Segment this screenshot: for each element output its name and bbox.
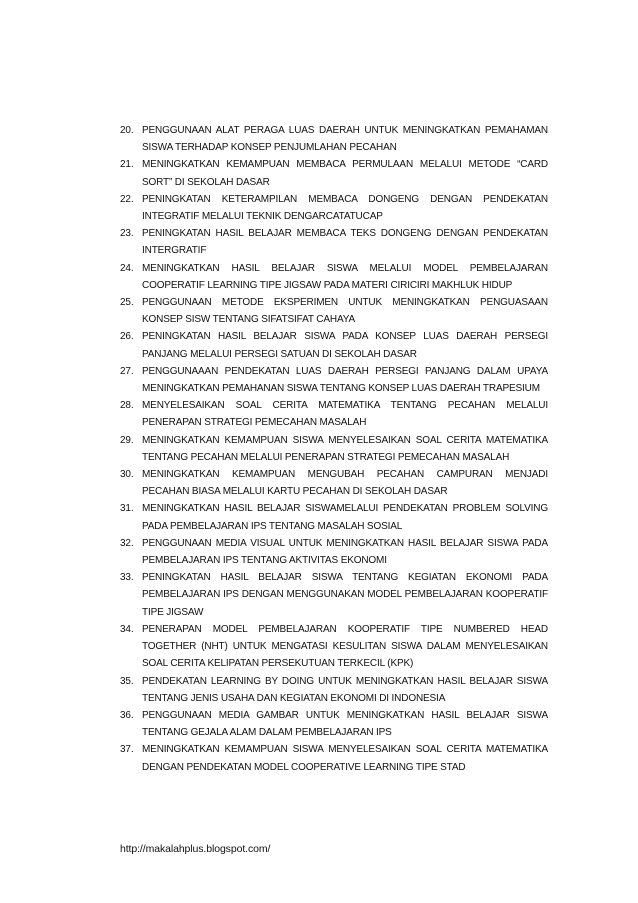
list-item: [120, 673, 548, 707]
item-text: PENGGUNAAAN PENDEKATAN LUAS DAERAH PERSEGI PANJANG DALAM UPAYA MENINGKATKAN PEMAHANAN SISWA TENTANG KONSEP LUAS DAERAH TRAPESIUM: [142, 365, 548, 395]
item-number: 25.: [120, 297, 134, 309]
list-item: [120, 294, 548, 328]
item-text: PENGGUNAAN ALAT PERAGA LUAS DAERAH UNTUK MENINGKATKAN PEMAHAMAN SISWA TERHADAP KONSEP PENJUMLAHAN PECAHAN: [142, 125, 548, 154]
list-item: [120, 621, 548, 673]
item-text: PENGGUNAAN METODE EKSPERIMEN UNTUK MENINGKATKAN PENGUASAAN KONSEP SISW TENTANG SIFATSIFAT CAHAYA: [142, 297, 548, 326]
item-text: PENGGUNAAN MEDIA VISUAL UNTUK MENINGKATKAN HASIL BELAJAR SISWA PADA PEMBELAJARAN IPS TENTANG AKTIVITAS EKONOMI: [142, 537, 548, 567]
item-text: PENINGKATAN HASIL BELAJAR MEMBACA TEKS DONGENG DENGAN PENDEKATAN INTERGRATIF: [142, 228, 548, 257]
list-item: [120, 397, 548, 431]
item-number: 31.: [120, 503, 134, 515]
item-text: MENINGKATKAN KEMAMPUAN MENGUBAH PECAHAN CAMPURAN MENJADI PECAHAN BIASA MELALUI KARTU PECAHAN DI SEKOLAH DASAR: [142, 469, 548, 498]
item-number: 26.: [120, 331, 134, 343]
list-item: [120, 432, 548, 466]
item-number: 28.: [120, 400, 134, 412]
item-text: MENINGKATKAN KEMAMPUAN SISWA MENYELESAIKAN SOAL CERITA MATEMATIKA DENGAN PENDEKATAN MODEL COOPERATIVE LEARNING TIPE STAD: [142, 744, 548, 773]
item-text: MENINGKATKAN KEMAMPUAN SISWA MENYELESAIKAN SOAL CERITA MATEMATIKA TENTANG PECAHAN MELALUI PENERAPAN STRATEGI PEMECAHAN MASALAH: [142, 434, 548, 463]
item-number: 34.: [120, 623, 134, 635]
list-item: [120, 260, 548, 294]
item-number: 22.: [120, 193, 134, 205]
item-number: 35.: [120, 675, 134, 687]
item-number: 30.: [120, 469, 134, 481]
item-number: 36.: [120, 709, 134, 721]
footer-url-link[interactable]: http://makalahplus.blogspot.com/: [120, 843, 271, 855]
title-list: [120, 122, 548, 776]
item-text: PENERAPAN MODEL PEMBELAJARAN KOOPERATIF TIPE NUMBERED HEAD TOGETHER (NHT) UNTUK MENGATASI KESULITAN SISWA DALAM MENYELESAIKAN SOAL CERITA KELIPATAN PERSEKUTUAN TERKECIL (KPK): [142, 623, 548, 670]
item-number: 21.: [120, 159, 134, 171]
list-item: [120, 363, 548, 397]
item-text: MENINGKATKAN HASIL BELAJAR SISWA MELALUI MODEL PEMBELAJARAN COOPERATIF LEARNING TIPE JIGSAW PADA MATERI CIRICIRI MAKHLUK HIDUP: [142, 262, 548, 291]
item-number: 29.: [120, 434, 134, 446]
item-text: PENGGUNAAN MEDIA GAMBAR UNTUK MENINGKATKAN HASIL BELAJAR SISWA TENTANG GEJALA ALAM DALAM PEMBELAJARAN IPS: [142, 709, 548, 739]
item-number: 20.: [120, 125, 134, 136]
item-text: PENDEKATAN LEARNING BY DOING UNTUK MENINGKATKAN HASIL BELAJAR SISWA TENTANG JENIS USAHA DAN KEGIATAN EKONOMI DI INDONESIA: [142, 675, 548, 704]
item-number: 23.: [120, 228, 134, 240]
item-text: MENINGKATKAN HASIL BELAJAR SISWAMELALUI PENDEKATAN PROBLEM SOLVING PADA PEMBELAJARAN IPS TENTANG MASALAH SOSIAL: [142, 503, 548, 532]
item-number: 32.: [120, 537, 134, 549]
item-text: MENYELESAIKAN SOAL CERITA MATEMATIKA TENTANG PECAHAN MELALUI PENERAPAN STRATEGI PEMECAHAN MASALAH: [142, 400, 548, 429]
item-number: 33.: [120, 572, 134, 584]
item-number: 37.: [120, 744, 134, 756]
list-item: [120, 707, 548, 741]
item-number: 24.: [120, 262, 134, 274]
list-item: [120, 500, 548, 534]
item-text: PENINGKATAN KETERAMPILAN MEMBACA DONGENG DENGAN PENDEKATAN INTEGRATIF MELALUI TEKNIK DENGARCATATUCAP: [142, 193, 548, 223]
list-item: [120, 191, 548, 225]
list-item: [120, 535, 548, 569]
list-item: [120, 328, 548, 362]
item-text: PENINGKATAN HASIL BELAJAR SISWA PADA KONSEP LUAS DAERAH PERSEGI PANJANG MELALUI PERSEGI SATUAN DI SEKOLAH DASAR: [142, 331, 548, 360]
list-item: [120, 225, 548, 259]
item-text: PENINGKATAN HASIL BELAJAR SISWA TENTANG KEGIATAN EKONOMI PADA PEMBELAJARAN IPS DENGAN MENGGUNAKAN MODEL PEMBELAJARAN KOOPERATIF TIPE JIGSAW: [142, 572, 548, 618]
list-item: [120, 122, 548, 156]
item-text: MENINGKATKAN KEMAMPUAN MEMBACA PERMULAAN MELALUI METODE “CARD SORT” DI SEKOLAH DASAR: [142, 159, 548, 188]
item-number: 27.: [120, 365, 134, 377]
list-item: [120, 741, 548, 775]
list-item: [120, 569, 548, 621]
list-item: [120, 466, 548, 500]
list-item: [120, 156, 548, 190]
